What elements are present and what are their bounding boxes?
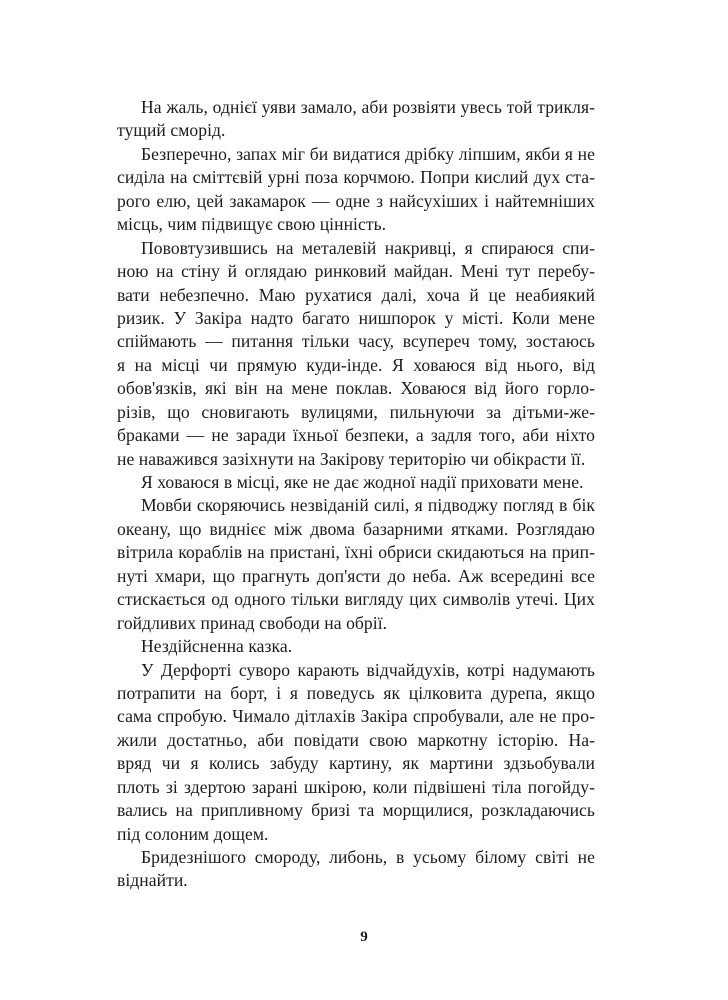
- text-line: Я ховаюся в місці, яке не дає жодної надії приховати мене.: [141, 472, 584, 492]
- text-line: жили достатньо, аби повідати свою маркотну історію. На-: [117, 729, 595, 750]
- text-line: тущий сморід.: [117, 120, 226, 141]
- text-line: обов'язків, які він на мене поклав. Ховаюся від його горло-: [117, 378, 595, 399]
- text-line: ною на стіну й оглядаю ринковий майдан. Мені тут перебу-: [117, 261, 595, 282]
- paragraph: [117, 494, 595, 635]
- paragraph: [117, 635, 595, 658]
- body-text: [117, 96, 595, 893]
- text-line: Мовби скоряючись незвіданій силі, я підводжу погляд в бік: [141, 495, 595, 516]
- text-line: ризик. У Закіра надто багато нишпорок у місті. Коли мене: [117, 307, 595, 328]
- paragraph: [117, 143, 595, 237]
- text-line: не наважився зазіхнути на Закірову територію чи обікрасти її.: [117, 448, 586, 469]
- text-line: сиділа на сміттєвій урні поза корчмою. Попри кислий дух ста-: [117, 167, 595, 188]
- text-line: браками — не заради їхньої безпеки, а задля того, аби ніхто: [117, 425, 595, 446]
- text-line: різів, що сновигають вулицями, пильнуючи за дітьми-же-: [117, 401, 595, 422]
- text-line: плоть зі здертою зарані шкірою, коли підвішені тіла погойду-: [117, 776, 595, 797]
- text-line: віднайти.: [117, 870, 188, 891]
- paragraph: [117, 659, 595, 847]
- text-line: спіймають — питання тільки часу, всупереч тому, зостаюсь: [117, 331, 595, 352]
- text-line: вряд чи я колись забуду картину, як мартини здзьобували: [117, 753, 595, 774]
- text-line: На жаль, однієї уяви замало, аби розвіяти увесь той трикля-: [141, 97, 595, 117]
- text-line: сама спробую. Чимало дітлахів Закіра спробували, але не про-: [117, 706, 595, 727]
- text-line: Безперечно, запах міг би видатися дрібку ліпшим, якби я не: [141, 143, 595, 164]
- text-line: стискається од одного тільки вигляду цих символів утечі. Цих: [117, 589, 595, 610]
- text-line: під солоним дощем.: [117, 823, 269, 844]
- paragraph: [117, 96, 595, 143]
- text-line: У Дерфорті суворо карають відчайдухів, котрі надумають: [141, 659, 595, 680]
- text-line: вати небезпечно. Маю рухатися далі, хоча й це неабиякий: [117, 284, 595, 305]
- text-line: я на місці чи прямую куди-інде. Я ховаюся від нього, від: [117, 354, 595, 375]
- paragraph: [117, 846, 595, 893]
- text-line: гойдливих принад свободи на обрії.: [117, 612, 388, 633]
- text-line: місць, чим підвищує свою цінність.: [117, 214, 387, 235]
- text-line: нуті хмари, що прагнуть доп'ясти до неба. Аж всередині все: [117, 565, 595, 586]
- text-line: рого елю, цей закамарок — одне з найсухіших і найтемніших: [117, 190, 595, 211]
- text-line: Пововтузившись на металевій накривці, я спираюся спи-: [141, 237, 595, 258]
- text-line: океану, що виднієє між двома базарними ятками. Розглядаю: [117, 518, 595, 539]
- text-line: потрапити на борт, і я поведусь як цілковита дурепа, якщо: [117, 682, 595, 703]
- paragraph: [117, 237, 595, 471]
- text-line: вітрила кораблів на пристані, їхні обриси скидаються на прип-: [117, 542, 595, 563]
- text-line: Бридезнішого смороду, либонь, в усьому білому світі не: [141, 847, 595, 867]
- text-line: вались на припливному бризі та морщилися, розкладаючись: [117, 800, 595, 821]
- paragraph: [117, 471, 595, 494]
- page-number: 9: [360, 929, 368, 945]
- text-line: Нездійсненна казка.: [141, 636, 293, 657]
